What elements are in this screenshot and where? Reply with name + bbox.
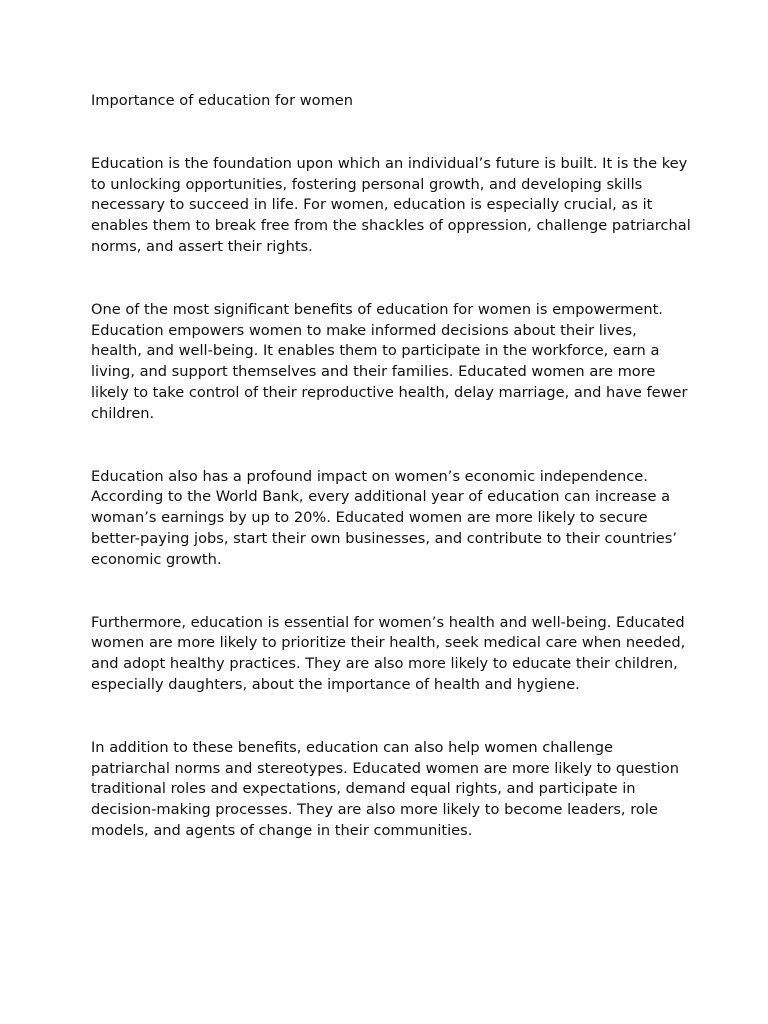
- paragraph-challenge-norms: In addition to these benefits, education can also help women challenge patriarchal norms and stereotypes. Educated women are more likely to question traditional roles and expectations, demand equal rights, and participate in decision-making processes. They are also more likely to become leaders, role models, and agents of change in their communities.: [91, 738, 679, 839]
- document-body: [91, 91, 691, 842]
- paragraph-intro: Education is the foundation upon which an individual’s future is built. It is the key to unlocking opportunities, fostering personal growth, and developing skills necessary to succeed in life. For women, education is especially crucial, as it enables them to break free from the shackles of oppression, challenge patriarchal norms, and assert their rights.: [91, 154, 691, 255]
- paragraph-health: Furthermore, education is essential for women’s health and well-being. Educated women are more likely to prioritize their health, seek medical care when needed, and adopt healthy practices. They are also more likely to educate their children, especially daughters, about the importance of health and hygiene.: [91, 613, 686, 693]
- paragraph-economic-independence: Education also has a profound impact on women’s economic independence. According to the World Bank, every additional year of education can increase a woman’s earnings by up to 20%. Educated women are more likely to secure better-paying jobs, start their own businesses, and contribute to their countries’ economic growth.: [91, 467, 677, 568]
- paragraph-empowerment: One of the most significant benefits of education for women is empowerment. Education empowers women to make informed decisions about their lives, health, and well-being. It enables them to participate in the workforce, earn a living, and support themselves and their families. Educated women are more likely to take control of their reproductive health, delay marriage, and have fewer children.: [91, 300, 688, 422]
- document-title: Importance of education for women: [91, 92, 354, 109]
